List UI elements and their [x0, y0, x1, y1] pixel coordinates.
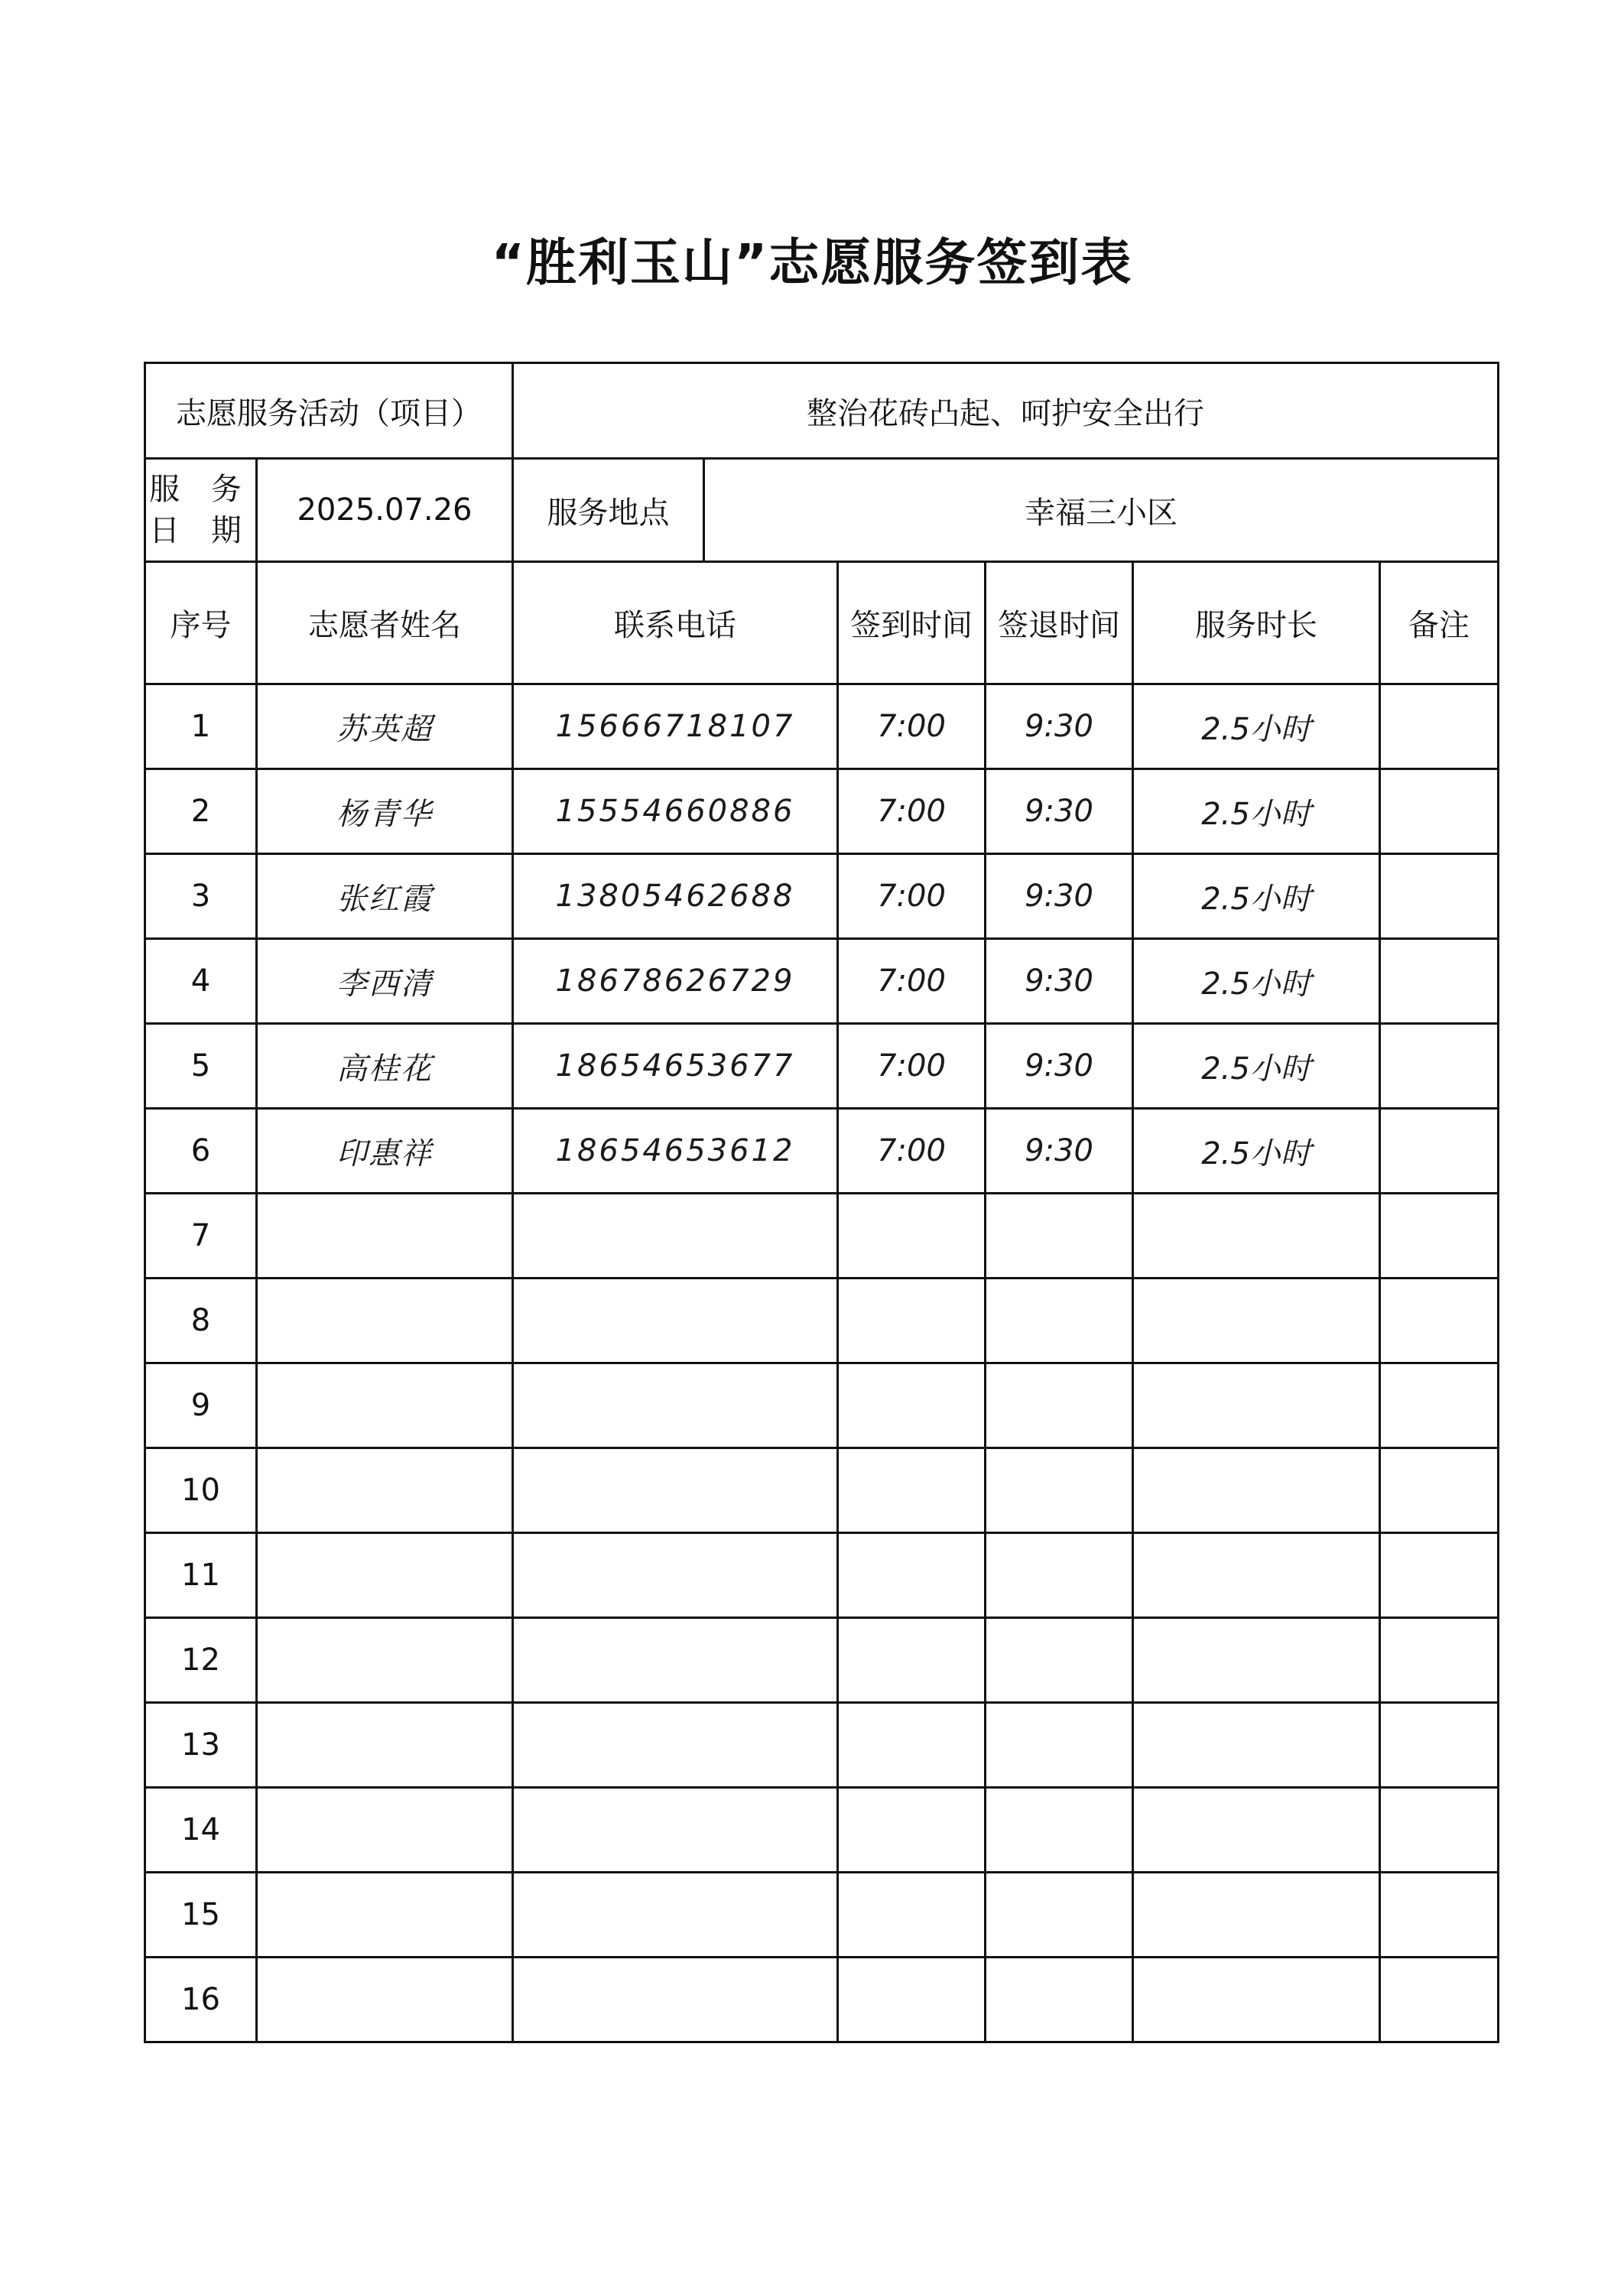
- service-duration: [1133, 1363, 1380, 1448]
- volunteer-name: [257, 1363, 513, 1448]
- checkin-time: [838, 1533, 986, 1618]
- phone-number: 18654653612: [513, 1109, 838, 1194]
- note-cell: [1380, 854, 1499, 939]
- table-row: [145, 854, 1499, 939]
- checkout-time: [986, 1533, 1133, 1618]
- row-number: 11: [145, 1533, 257, 1618]
- row-number: 3: [145, 854, 257, 939]
- table-row: [145, 684, 1499, 769]
- volunteer-name: 苏英超: [257, 684, 513, 769]
- phone-number: 13805462688: [513, 854, 838, 939]
- table-row: [145, 1448, 1499, 1533]
- row-number: 16: [145, 1958, 257, 2042]
- table-row: [145, 1279, 1499, 1363]
- note-cell: [1380, 1958, 1499, 2042]
- volunteer-name: [257, 1448, 513, 1533]
- volunteer-name: [257, 1194, 513, 1279]
- phone-number: [513, 1194, 838, 1279]
- checkout-time: 9:30: [986, 854, 1133, 939]
- checkin-time: [838, 1958, 986, 2042]
- volunteer-name: [257, 1788, 513, 1873]
- col-header-phone: 联系电话: [513, 562, 838, 684]
- checkin-time: 7:00: [838, 1109, 986, 1194]
- activity-label: 志愿服务活动（项目）: [145, 363, 513, 459]
- date-value: 2025.07.26: [257, 459, 513, 562]
- volunteer-name: [257, 1703, 513, 1788]
- service-duration: 2.5小时: [1133, 939, 1380, 1024]
- checkin-time: [838, 1788, 986, 1873]
- checkout-time: [986, 1279, 1133, 1363]
- table-body: [145, 363, 1499, 2042]
- date-label-line-2: 日 期: [149, 513, 252, 548]
- checkout-time: [986, 1618, 1133, 1703]
- table-row: [145, 1873, 1499, 1958]
- note-cell: [1380, 1703, 1499, 1788]
- service-duration: [1133, 1788, 1380, 1873]
- volunteer-name: 高桂花: [257, 1024, 513, 1109]
- row-number: 4: [145, 939, 257, 1024]
- table-row: [145, 939, 1499, 1024]
- phone-number: 18678626729: [513, 939, 838, 1024]
- table-row: [145, 1533, 1499, 1618]
- note-cell: [1380, 769, 1499, 854]
- checkin-time: [838, 1703, 986, 1788]
- volunteer-name: [257, 1618, 513, 1703]
- service-duration: [1133, 1618, 1380, 1703]
- row-number: 1: [145, 684, 257, 769]
- checkin-time: [838, 1618, 986, 1703]
- note-cell: [1380, 1279, 1499, 1363]
- volunteer-name: 杨青华: [257, 769, 513, 854]
- service-duration: 2.5小时: [1133, 684, 1380, 769]
- volunteer-name: 李西清: [257, 939, 513, 1024]
- table-row: [145, 1194, 1499, 1279]
- phone-number: [513, 1533, 838, 1618]
- table-row: [145, 1024, 1499, 1109]
- col-header-duration: 服务时长: [1133, 562, 1380, 684]
- note-cell: [1380, 1363, 1499, 1448]
- checkin-time: 7:00: [838, 684, 986, 769]
- checkin-time: 7:00: [838, 769, 986, 854]
- col-header-name: 志愿者姓名: [257, 562, 513, 684]
- table-row: [145, 1703, 1499, 1788]
- checkout-time: [986, 1194, 1133, 1279]
- table-row: [145, 1958, 1499, 2042]
- volunteer-name: [257, 1958, 513, 2042]
- service-duration: [1133, 1958, 1380, 2042]
- note-cell: [1380, 1024, 1499, 1109]
- note-cell: [1380, 1533, 1499, 1618]
- row-number: 9: [145, 1363, 257, 1448]
- column-header-row: [145, 562, 1499, 684]
- row-number: 10: [145, 1448, 257, 1533]
- note-cell: [1380, 939, 1499, 1024]
- checkin-time: [838, 1448, 986, 1533]
- checkout-time: 9:30: [986, 769, 1133, 854]
- note-cell: [1380, 1788, 1499, 1873]
- service-duration: [1133, 1873, 1380, 1958]
- table-row: [145, 1618, 1499, 1703]
- checkout-time: [986, 1363, 1133, 1448]
- row-number: 14: [145, 1788, 257, 1873]
- activity-value: 整治花砖凸起、呵护安全出行: [513, 363, 1499, 459]
- volunteer-name: 印惠祥: [257, 1109, 513, 1194]
- checkout-time: [986, 1703, 1133, 1788]
- row-number: 2: [145, 769, 257, 854]
- phone-number: 18654653677: [513, 1024, 838, 1109]
- table-row: [145, 1788, 1499, 1873]
- col-header-no: 序号: [145, 562, 257, 684]
- phone-number: [513, 1703, 838, 1788]
- col-header-note: 备注: [1380, 562, 1499, 684]
- page-title: “胜利玉山”志愿服务签到表: [491, 233, 1133, 292]
- row-number: 8: [145, 1279, 257, 1363]
- checkout-time: [986, 1448, 1133, 1533]
- checkout-time: [986, 1788, 1133, 1873]
- checkout-time: 9:30: [986, 1109, 1133, 1194]
- phone-number: [513, 1873, 838, 1958]
- phone-number: [513, 1363, 838, 1448]
- phone-number: [513, 1618, 838, 1703]
- phone-number: 15554660886: [513, 769, 838, 854]
- checkin-time: [838, 1279, 986, 1363]
- checkout-time: 9:30: [986, 684, 1133, 769]
- checkin-time: 7:00: [838, 939, 986, 1024]
- checkout-time: 9:30: [986, 939, 1133, 1024]
- table-row: [145, 769, 1499, 854]
- volunteer-name: [257, 1873, 513, 1958]
- note-cell: [1380, 1109, 1499, 1194]
- service-duration: 2.5小时: [1133, 1024, 1380, 1109]
- note-cell: [1380, 1194, 1499, 1279]
- checkout-time: [986, 1958, 1133, 2042]
- volunteer-name: [257, 1533, 513, 1618]
- col-header-checkin: 签到时间: [838, 562, 986, 684]
- note-cell: [1380, 1618, 1499, 1703]
- service-duration: 2.5小时: [1133, 769, 1380, 854]
- table-row: [145, 1109, 1499, 1194]
- service-duration: 2.5小时: [1133, 1109, 1380, 1194]
- note-cell: [1380, 1873, 1499, 1958]
- checkin-time: [838, 1363, 986, 1448]
- checkout-time: 9:30: [986, 1024, 1133, 1109]
- row-number: 15: [145, 1873, 257, 1958]
- checkout-time: [986, 1873, 1133, 1958]
- activity-row: [145, 363, 1499, 459]
- volunteer-name: [257, 1279, 513, 1363]
- checkin-time: [838, 1194, 986, 1279]
- date-label: [145, 459, 257, 562]
- checkin-time: 7:00: [838, 1024, 986, 1109]
- service-duration: 2.5小时: [1133, 854, 1380, 939]
- table-row: [145, 1363, 1499, 1448]
- row-number: 13: [145, 1703, 257, 1788]
- phone-number: [513, 1958, 838, 2042]
- col-header-checkout: 签退时间: [986, 562, 1133, 684]
- row-number: 5: [145, 1024, 257, 1109]
- service-duration: [1133, 1533, 1380, 1618]
- row-number: 7: [145, 1194, 257, 1279]
- date-label-line-1: 服 务: [149, 472, 252, 507]
- location-value: 幸福三小区: [704, 459, 1499, 562]
- phone-number: [513, 1279, 838, 1363]
- volunteer-name: 张红霞: [257, 854, 513, 939]
- signin-table: [144, 362, 1499, 2043]
- service-duration: [1133, 1703, 1380, 1788]
- note-cell: [1380, 684, 1499, 769]
- phone-number: [513, 1448, 838, 1533]
- info-row: [145, 459, 1499, 562]
- service-duration: [1133, 1448, 1380, 1533]
- service-duration: [1133, 1194, 1380, 1279]
- note-cell: [1380, 1448, 1499, 1533]
- row-number: 12: [145, 1618, 257, 1703]
- phone-number: 15666718107: [513, 684, 838, 769]
- phone-number: [513, 1788, 838, 1873]
- checkin-time: [838, 1873, 986, 1958]
- location-label: 服务地点: [513, 459, 704, 562]
- row-number: 6: [145, 1109, 257, 1194]
- checkin-time: 7:00: [838, 854, 986, 939]
- service-duration: [1133, 1279, 1380, 1363]
